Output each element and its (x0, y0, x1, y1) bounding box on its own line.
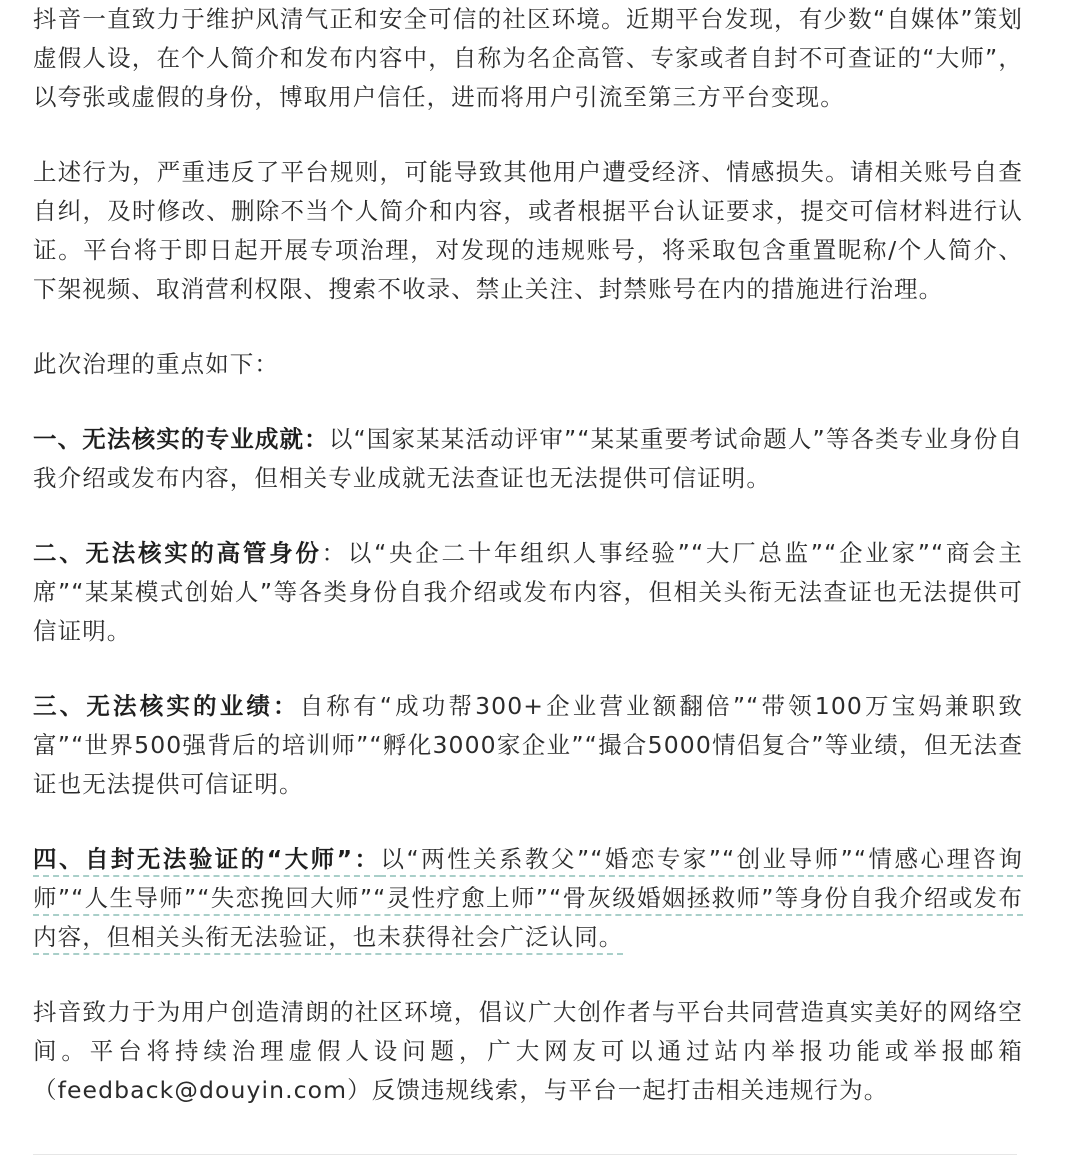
paragraph-closing: 抖音致力于为用户创造清朗的社区环境，倡议广大创作者与平台共同营造真实美好的网络空间。平台将持续治理虚假人设问题，广大网友可以通过站内举报功能或举报邮箱（feedback@douyin.com）反馈违规线索，与平台一起打击相关违规行为。 (33, 998, 1023, 1104)
list-item-master (33, 840, 1023, 957)
item-body: 以“两性关系教父”“婚恋专家”“创业导师”“情感心理咨询师”“人生导师”“失恋挽回大师”“灵性疗愈上师”“骨灰级婚姻拯救师”等身份自我介绍或发布内容，但相关头衔无法验证，也未获得社会广泛认同。 (33, 845, 1023, 951)
list-item-executive (33, 534, 1023, 651)
list-item-professional (33, 420, 1023, 498)
paragraph-intro: 抖音一直致力于维护风清气正和安全可信的社区环境。近期平台发现，有少数“自媒体”策划虚假人设，在个人简介和发布内容中，自称为名企高管、专家或者自封不可查证的“大师”，以夸张或虚假的身份，博取用户信任，进而将用户引流至第三方平台变现。 (33, 5, 1023, 111)
item-heading: 三、无法核实的业绩： (33, 692, 300, 720)
paragraph-focus-intro: 此次治理的重点如下： (33, 350, 279, 378)
item-heading: 四、自封无法验证的“大师”： (33, 845, 381, 873)
item-heading: 二、无法核实的高管身份 (33, 539, 322, 567)
item-heading: 一、无法核实的专业成就： (33, 425, 329, 453)
list-item-performance (33, 687, 1023, 804)
item-body: 自称有“成功帮300+企业营业额翻倍”“带领100万宝妈兼职致富”“世界500强背后的培训师”“孵化3000家企业”“撮合5000情侣复合”等业绩，但无法查证也无法提供可信证明。 (33, 692, 1023, 798)
article-body (33, 0, 1023, 1110)
item-body: 以“国家某某活动评审”“某某重要考试命题人”等各类专业身份自我介绍或发布内容，但相关专业成就无法查证也无法提供可信证明。 (33, 425, 1023, 492)
item-body: ：以“央企二十年组织人事经验”“大厂总监”“企业家”“商会主席”“某某模式创始人”等各类身份自我介绍或发布内容，但相关头衔无法查证也无法提供可信证明。 (33, 539, 1023, 645)
bottom-divider (33, 1154, 1017, 1155)
paragraph-rules: 上述行为，严重违反了平台规则，可能导致其他用户遭受经济、情感损失。请相关账号自查自纠，及时修改、删除不当个人简介和内容，或者根据平台认证要求，提交可信材料进行认证。平台将于即日起开展专项治理，对发现的违规账号，将采取包含重置昵称/个人简介、下架视频、取消营利权限、搜索不收录、禁止关注、封禁账号在内的措施进行治理。 (33, 158, 1023, 303)
